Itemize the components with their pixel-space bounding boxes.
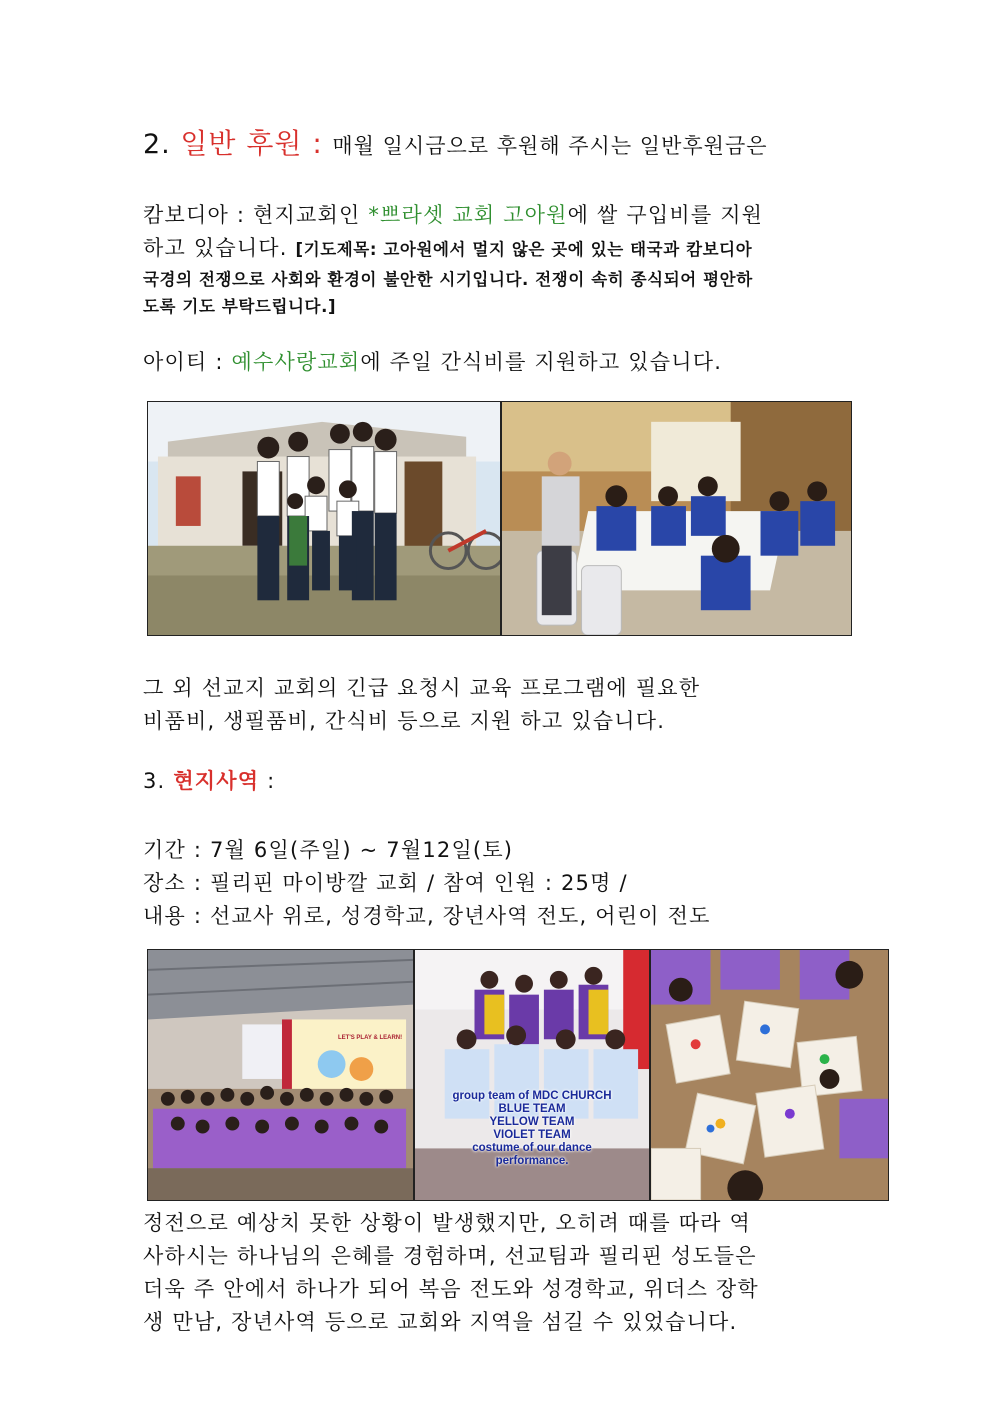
overlay-line-2: BLUE TEAM: [498, 1103, 566, 1115]
banner-text: LET'S PLAY & LEARN!: [338, 1035, 403, 1041]
overlay-line-4: VIOLET TEAM: [493, 1129, 571, 1141]
section-2-desc: 매월 일시금으로 후원해 주시는 일반후원금은: [332, 134, 768, 158]
section-3-colon: :: [259, 769, 276, 793]
mission-period: 기간 : 7월 6일(주일) ~ 7월12일(토): [143, 838, 514, 862]
section-3-title: 현지사역: [173, 769, 260, 793]
mission-place: 장소 : 필리핀 마이방깔 교회 / 참여 인원 : 25명 /: [143, 871, 628, 895]
mission-content: 내용 : 선교사 위로, 성경학교, 장년사역 전도, 어린이 전도: [143, 904, 711, 928]
overlay-line-3: YELLOW TEAM: [489, 1116, 575, 1128]
photo-children-crafts: [650, 949, 889, 1201]
photo-overlay-caption: [415, 1090, 649, 1168]
overlay-line-5: costume of our dance: [472, 1142, 592, 1154]
photo-group-church: [147, 949, 414, 1201]
haiti-line: [143, 346, 722, 376]
overlay-line-6: performance.: [495, 1155, 569, 1167]
cambodia-church: *쁘라셋 교회 고아원: [368, 203, 568, 227]
cambodia-label: 캄보디아 :: [143, 203, 246, 227]
closing-line-1: 정전으로 예상치 못한 상황이 발생했지만, 오히려 때를 따라 역: [143, 1211, 752, 1235]
cambodia-line-1: [143, 199, 763, 229]
others-line-1: 그 외 선교지 교회의 긴급 요청시 교육 프로그램에 필요한: [143, 676, 701, 700]
photo-dance-team: [414, 949, 650, 1201]
closing-line-4: 생 만남, 장년사역 등으로 교회와 지역을 섬길 수 있었습니다.: [143, 1310, 738, 1334]
others-line-2: 비품비, 생필품비, 간식비 등으로 지원 하고 있습니다.: [143, 709, 666, 733]
prayer-line-1: [기도제목: 고아원에서 멀지 않은 곳에 있는 태국과 캄보디아: [295, 240, 753, 259]
prayer-line-3: 도록 기도 부탁드립니다.]: [143, 297, 337, 316]
section-2-heading: [143, 122, 768, 162]
haiti-label: 아이티 :: [143, 350, 232, 374]
prayer-line-2: 국경의 전쟁으로 사회와 환경이 불안한 시기입니다. 전쟁이 속히 종식되어 평안하: [143, 270, 753, 289]
section-3-heading: [143, 765, 275, 795]
haiti-text: 에 주일 간식비를 지원하고 있습니다.: [360, 350, 723, 374]
section-3-number: 3.: [143, 769, 174, 793]
section-2-number: 2.: [143, 129, 171, 160]
overlay-line-1: group team of MDC CHURCH: [452, 1090, 612, 1102]
closing-line-2: 사하시는 하나님의 은혜를 경험하며, 선교팀과 필리핀 성도들은: [143, 1244, 757, 1268]
photo-haiti-meal: [501, 401, 852, 636]
haiti-church: 예수사랑교회: [231, 350, 361, 374]
cambodia-text-2: 에 쌀 구입비를 지원: [567, 203, 764, 227]
photo-cambodia-children: [147, 401, 501, 636]
cambodia-text-1: 현지교회인: [253, 203, 369, 227]
section-2-title: 일반 후원 :: [180, 127, 323, 160]
cambodia-line2-text: 하고 있습니다.: [143, 236, 296, 260]
closing-line-3: 더욱 주 안에서 하나가 되어 복음 전도와 성경학교, 위더스 장학: [143, 1277, 759, 1301]
cambodia-line-2: [143, 232, 752, 262]
